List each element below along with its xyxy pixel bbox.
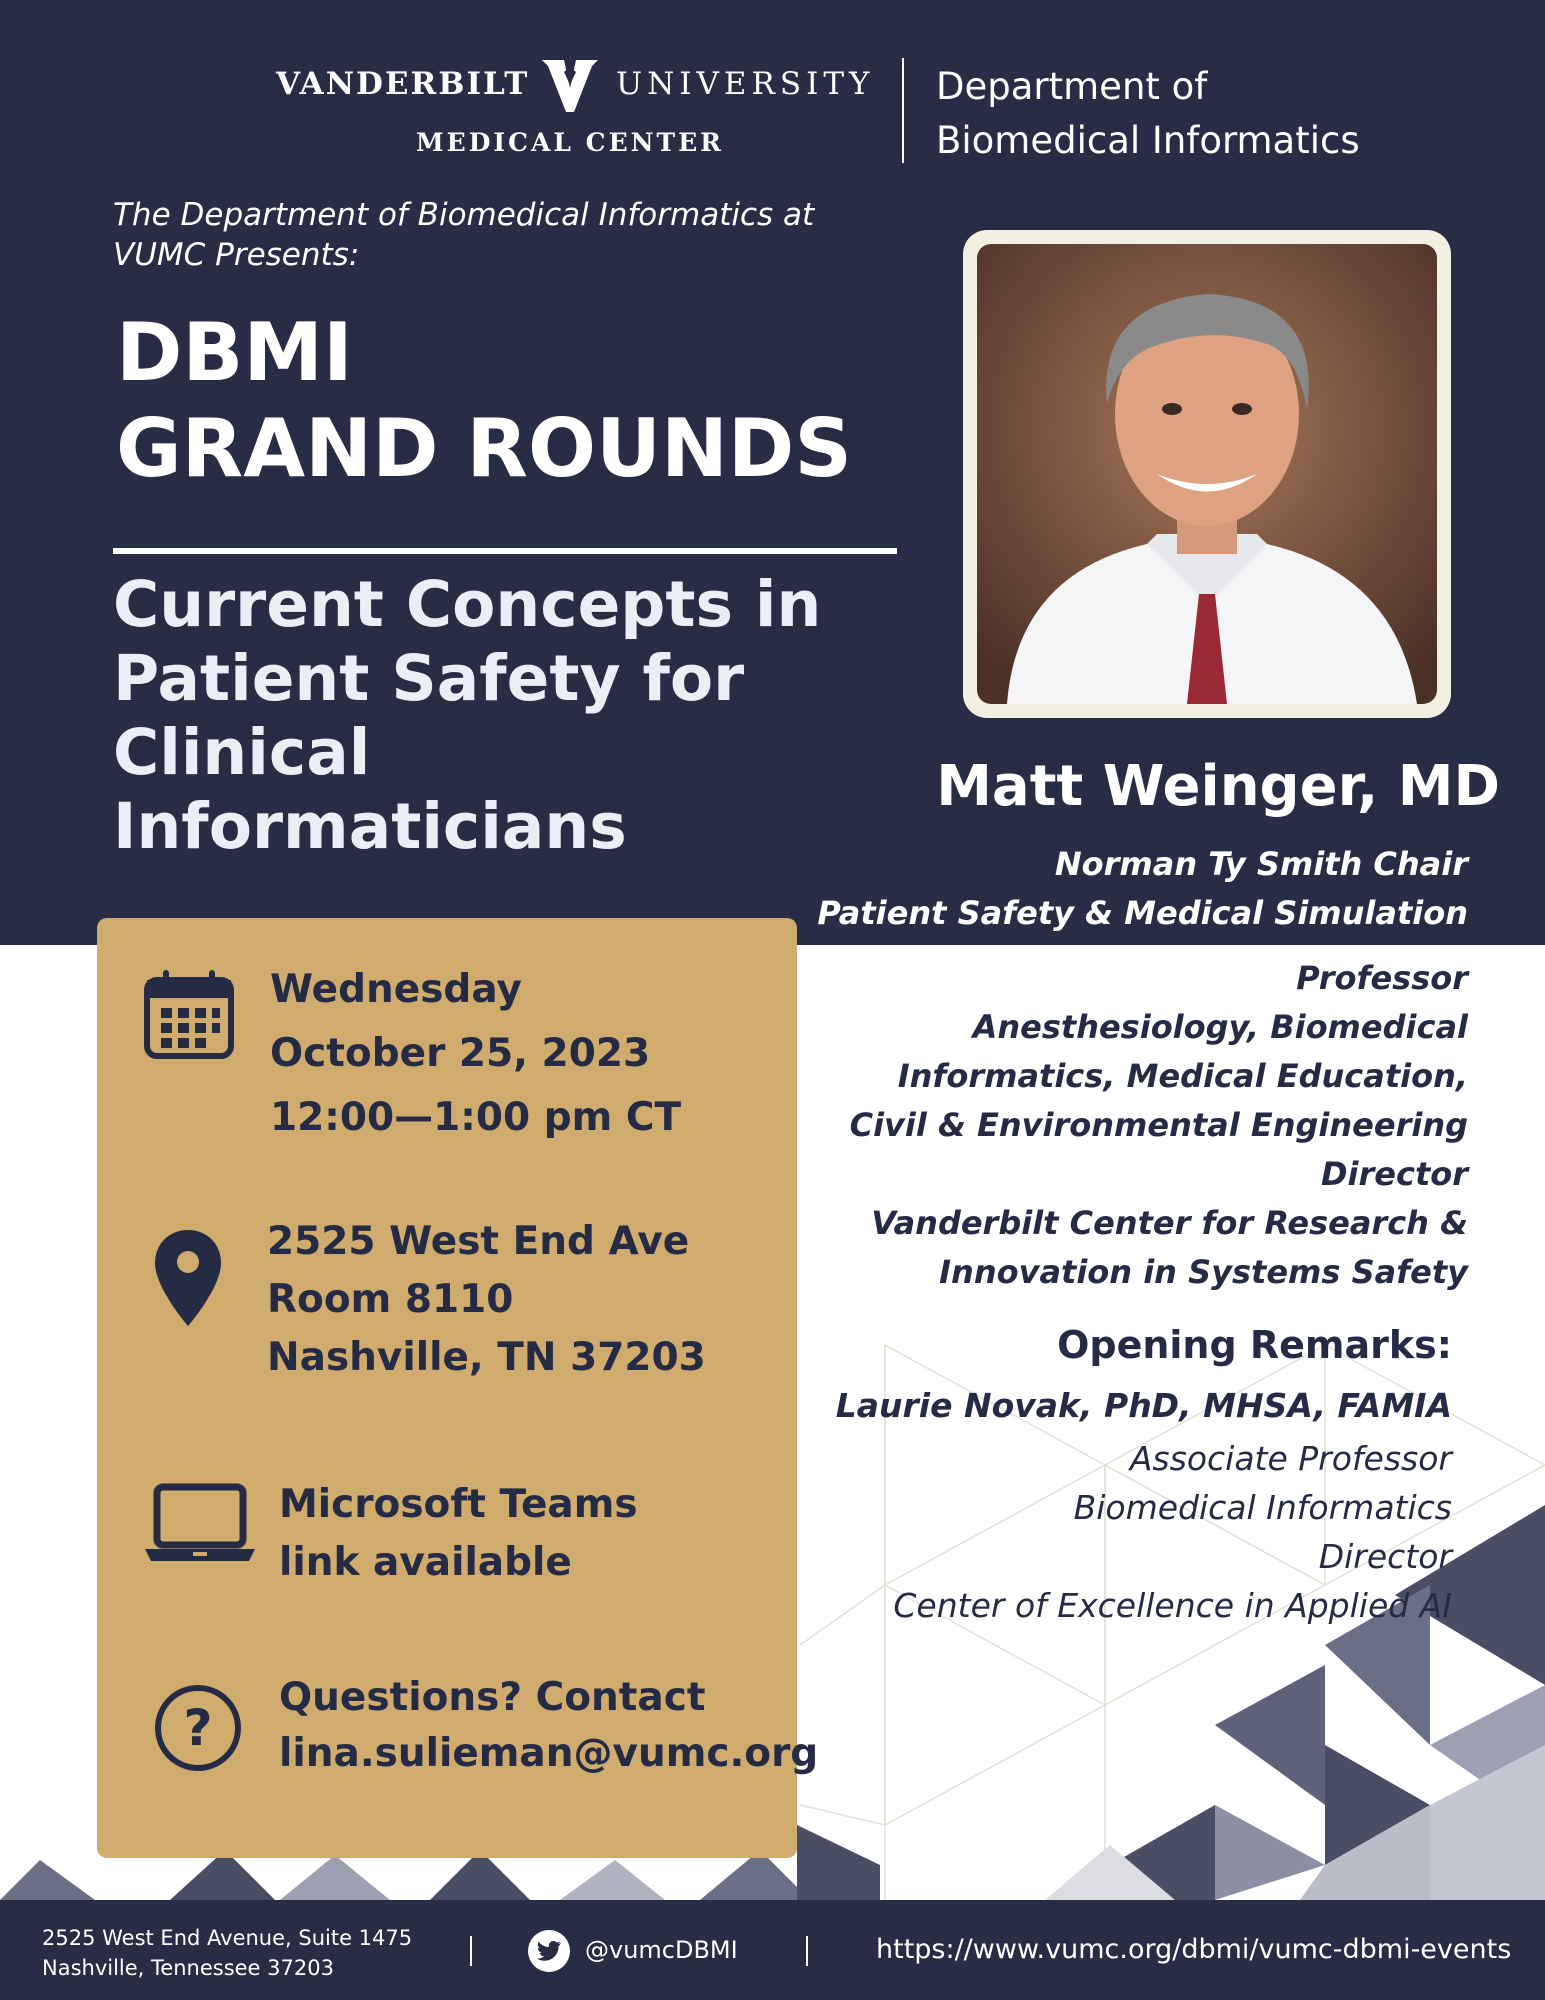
location-street: 2525 West End Ave [267, 1219, 690, 1264]
speaker-title-line: Professor [1296, 959, 1468, 997]
speaker-photo-frame [963, 230, 1451, 718]
location-room: Room 8110 [267, 1277, 514, 1322]
online-line-1: Microsoft Teams [279, 1482, 638, 1527]
speaker-title-line: Civil & Environmental Engineering [849, 1106, 1468, 1144]
opening-remarks-heading: Opening Remarks: [1057, 1323, 1452, 1367]
event-title-line-2: GRAND ROUNDS [116, 402, 852, 495]
footer [0, 1900, 1545, 2000]
vanderbilt-oak-v-icon [540, 58, 600, 114]
event-title [116, 305, 852, 497]
dept-line-2: Biomedical Informatics [936, 119, 1360, 162]
talk-title-line: Patient Safety for [113, 642, 745, 715]
speaker-title-line: Informatics, Medical Education, [897, 1057, 1468, 1095]
event-time: 12:00—1:00 pm CT [270, 1095, 682, 1140]
speaker-photo [977, 244, 1437, 704]
calendar-icon [143, 968, 235, 1060]
footer-separator [470, 1936, 472, 1966]
map-pin-icon [153, 1228, 223, 1328]
vanderbilt-logo [276, 58, 875, 157]
speaker-title-line: Innovation in Systems Safety [939, 1253, 1468, 1291]
contact-info [279, 1670, 818, 1782]
opening-remarks [780, 1318, 1452, 1630]
talk-title-line: Clinical [113, 716, 371, 789]
footer-separator [806, 1936, 808, 1966]
svg-text:?: ? [183, 1699, 213, 1757]
talk-title-line: Informaticians [113, 790, 627, 863]
opening-remarks-name: Laurie Novak, PhD, MHSA, FAMIA [835, 1386, 1452, 1425]
dept-line-1: Department of [936, 65, 1208, 108]
speaker-title-line: Vanderbilt Center for Research & [871, 1204, 1468, 1242]
events-url-link[interactable]: https://www.vumc.org/dbmi/vumc-dbmi-events [876, 1934, 1512, 1965]
contact-email[interactable]: lina.sulieman@vumc.org [279, 1731, 819, 1776]
department-logo [936, 60, 1360, 168]
speaker-title-line: Norman Ty Smith Chair [1054, 845, 1468, 883]
header-divider [902, 58, 904, 163]
location-city: Nashville, TN 37203 [267, 1335, 706, 1380]
footer-address [42, 1923, 412, 1983]
talk-title [113, 568, 893, 864]
event-title-line-1: DBMI [116, 306, 353, 399]
contact-label: Questions? Contact [279, 1675, 706, 1720]
event-details-card [97, 918, 819, 1858]
speaker-title-line: Director [1320, 1155, 1468, 1193]
presents-text: The Department of Biomedical Informatics at VUMC Presents: [113, 197, 815, 273]
logo-text-vanderbilt: VANDERBILT [276, 66, 530, 102]
opening-remarks-line: Center of Excellence in Applied AI [893, 1586, 1452, 1625]
laptop-icon [145, 1483, 255, 1563]
question-circle-icon [153, 1683, 243, 1773]
online-access [279, 1476, 638, 1592]
event-date: October 25, 2023 [270, 1031, 651, 1076]
opening-remarks-line: Associate Professor [1129, 1439, 1452, 1478]
speaker-title-line: Anesthesiology, Biomedical [972, 1008, 1468, 1046]
opening-remarks-line: Biomedical Informatics [1073, 1488, 1452, 1527]
speaker-name: Matt Weinger, MD [936, 754, 1500, 819]
speaker-title-line: Patient Safety & Medical Simulation [817, 894, 1468, 932]
logo-text-university: UNIVERSITY [616, 66, 875, 102]
event-location [267, 1213, 706, 1387]
footer-address-line-2: Nashville, Tennessee 37203 [42, 1956, 334, 1980]
logo-text-medical-center: MEDICAL CENTER [416, 128, 724, 157]
event-date-time [270, 958, 681, 1150]
speaker-titles [780, 840, 1468, 1297]
footer-address-line-1: 2525 West End Avenue, Suite 1475 [42, 1926, 413, 1950]
twitter-handle-link[interactable]: @vumcDBMI [585, 1936, 738, 1964]
talk-title-line: Current Concepts in [113, 568, 822, 641]
title-divider [113, 548, 897, 554]
opening-remarks-line: Director [1318, 1537, 1452, 1576]
event-day: Wednesday [270, 967, 522, 1012]
twitter-icon[interactable] [528, 1930, 570, 1972]
online-line-2: link available [279, 1540, 572, 1585]
